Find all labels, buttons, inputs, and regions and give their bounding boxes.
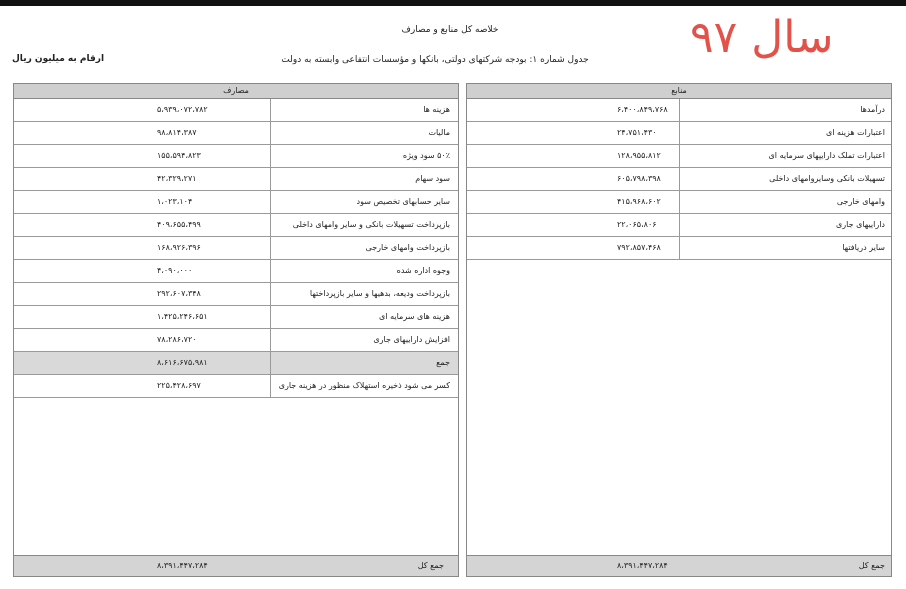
- expenditures-row-label: بازپرداخت تسهیلات بانکی و سایر وامهای داخلی: [292, 220, 450, 229]
- expenditures-row: [14, 306, 458, 329]
- resources-row-value: ۴۱۵،۹۶۸،۶۰۲: [617, 197, 661, 206]
- expenditures-row: [14, 122, 458, 145]
- resources-row-value: ۶،۴۰۰،۸۴۹،۷۶۸: [617, 105, 668, 114]
- resources-column-divider: [679, 99, 680, 260]
- expenditures-table: [13, 83, 459, 577]
- resources-row-value: ۶۰۵،۷۹۸،۳۹۸: [617, 174, 661, 183]
- expenditures-row: [14, 283, 458, 306]
- expenditures-row-value: ۴۰۹،۶۵۵،۴۹۹: [157, 220, 201, 229]
- expenditures-row-value: ۵،۹۳۹،۰۷۲،۷۸۲: [157, 105, 208, 114]
- resources-heading: منابع: [467, 84, 891, 99]
- expenditures-row-label: ۵۰٪ سود ویژه: [402, 151, 450, 160]
- expenditures-total-label: جمع کل: [417, 561, 444, 570]
- resources-row-value: ۱۲۸،۹۵۵،۸۱۲: [617, 151, 661, 160]
- handwritten-year-annotation: سال ۹۷: [690, 12, 834, 63]
- expenditures-row-value: ۱،۰۲۳،۱۰۴: [157, 197, 193, 206]
- expenditures-row-label: کسر می شود ذخیره استهلاک منظور در هزینه جاری: [278, 381, 450, 390]
- resources-row-label: سایر دریافتها: [842, 243, 885, 252]
- expenditures-row: [14, 352, 458, 375]
- resources-total-label: جمع کل: [858, 561, 885, 570]
- document-subtitle: جدول شماره ۱: بودجه شرکتهای دولتی، بانکها و مؤسسات انتفاعی وابسته به دولت: [281, 55, 589, 65]
- expenditures-row-label: سایر حسابهای تخصیص سود: [356, 197, 450, 206]
- expenditures-row-value: ۴۲،۳۲۹،۲۷۱: [157, 174, 197, 183]
- expenditures-row-label: مالیات: [428, 128, 450, 137]
- expenditures-row-value: ۲۲۵،۴۲۸،۶۹۷: [157, 381, 201, 390]
- expenditures-column-divider: [270, 99, 271, 398]
- expenditures-row: [14, 237, 458, 260]
- resources-row-label: اعتبارات هزینه ای: [825, 128, 885, 137]
- resources-row-label: اعتبارات تملک دارایپهای سرمایه ای: [768, 151, 885, 160]
- expenditures-row-value: ۷۸،۲۸۶،۷۲۰: [157, 335, 197, 344]
- resources-row-label: وامهای خارجی: [836, 197, 885, 206]
- expenditures-row: [14, 145, 458, 168]
- expenditures-row-label: جمع: [436, 358, 450, 367]
- resources-total-row: [467, 555, 891, 576]
- top-border-bar: [0, 0, 906, 6]
- expenditures-row-value: ۱،۴۲۵،۲۴۶،۶۵۱: [157, 312, 208, 321]
- resources-table: [466, 83, 892, 577]
- expenditures-row-label: سود سهام: [415, 174, 450, 183]
- expenditures-row-value: ۹۸،۸۱۴،۳۸۷: [157, 128, 197, 137]
- expenditures-row-label: وجوه اداره شده: [396, 266, 450, 275]
- expenditures-row: [14, 375, 458, 398]
- expenditures-row-value: ۱۵۵،۵۹۴،۸۲۳: [157, 151, 201, 160]
- resources-row-value: ۷۹۲،۸۵۷،۴۶۸: [617, 243, 661, 252]
- unit-note: ارقام به میلیون ریال: [12, 54, 105, 64]
- resources-row-label: تسهیلات بانکی وسایروامهای داخلی: [769, 174, 885, 183]
- expenditures-row-label: هزینه های سرمایه ای: [379, 312, 450, 321]
- expenditures-row-label: هزینه ها: [423, 105, 450, 114]
- resources-row-label: داراییهای جاری: [836, 220, 885, 229]
- expenditures-row-value: ۱۶۸،۹۲۶،۳۹۶: [157, 243, 201, 252]
- expenditures-total-row: [14, 555, 458, 576]
- expenditures-row: [14, 214, 458, 237]
- document-title: خلاصه کل منابع و مصارف: [401, 25, 499, 35]
- expenditures-row-value: ۲۹۲،۶۰۷،۳۴۸: [157, 289, 201, 298]
- expenditures-row: [14, 168, 458, 191]
- expenditures-row-label: بازپرداخت ودیعه، بدهیها و سایر بازپرداختها: [309, 289, 450, 298]
- expenditures-row-label: بازپرداخت وامهای خارجی: [365, 243, 450, 252]
- expenditures-total-value: ۸،۳۹۱،۴۴۷،۲۸۴: [157, 561, 208, 570]
- expenditures-row: [14, 329, 458, 352]
- expenditures-row-label: افزایش داراییهای جاری: [373, 335, 450, 344]
- resources-row-label: درآمدها: [860, 105, 885, 114]
- resources-row-value: ۲۴،۷۵۱،۴۳۰: [617, 128, 657, 137]
- expenditures-heading: مصارف: [14, 84, 458, 99]
- expenditures-row: [14, 260, 458, 283]
- expenditures-row-value: ۴،۰۹۰،۰۰۰: [157, 266, 193, 275]
- resources-total-value: ۸،۳۹۱،۴۴۷،۲۸۴: [617, 561, 668, 570]
- resources-row-value: ۲۲،۰۶۵،۸۰۶: [617, 220, 657, 229]
- expenditures-row-value: ۸،۶۱۶،۶۷۵،۹۸۱: [157, 358, 208, 367]
- expenditures-row: [14, 99, 458, 122]
- expenditures-row: [14, 191, 458, 214]
